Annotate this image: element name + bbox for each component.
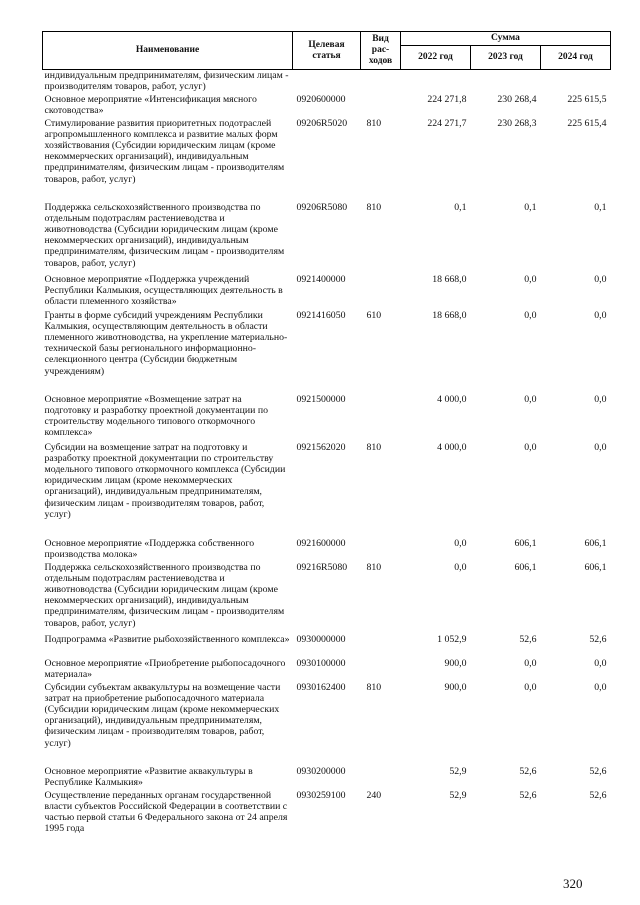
row-sum-2024: 225 615,5 xyxy=(567,93,607,105)
row-expense-type xyxy=(361,94,401,118)
row-sum-2023: 0,0 xyxy=(524,309,537,321)
table-row xyxy=(43,562,611,634)
row-sum-2024: 606,1 xyxy=(584,537,607,549)
row-name: Поддержка сельскохозяйственного производства по отдельным подотраслям растениеводства и животноводства (Субсидии юридическим лицам (кроме некоммерческих организаций), индивидуальным предпринимателям, физическим лицам - производителям товаров, работ, услуг) xyxy=(44,561,285,629)
row-name: Подпрограмма «Развитие рыбохозяйственного комплекса» xyxy=(44,633,290,645)
row-expense-type: 610 xyxy=(366,309,382,321)
row-expense-type xyxy=(361,658,401,682)
row-expense-type: 810 xyxy=(366,201,382,213)
row-sum-2022: 52,9 xyxy=(449,765,467,777)
row-sum-2023 xyxy=(471,70,541,94)
row-name: Поддержка сельскохозяйственного производства по отдельным подотраслям растениеводства и животноводства (Субсидии юридическим лицам (кроме некоммерческих организаций), индивидуальным предпринимателям, физическим лицам - производителям товаров, работ, услуг) xyxy=(44,201,285,269)
row-name: Основное мероприятие «Развитие аквакультуры в Республике Калмыкия» xyxy=(44,765,253,788)
row-sum-2022: 52,9 xyxy=(449,789,467,801)
row-target-article: 0930162400 xyxy=(296,681,346,693)
row-sum-2023: 606,1 xyxy=(514,537,537,549)
row-name: Осуществление переданных органам государственной власти субъектов Российской Федерации в соответствии с частью первой статьи 6 Федерального закона от 24 апреля 1995 года xyxy=(44,789,288,835)
table-row xyxy=(43,766,611,790)
row-sum-2023: 606,1 xyxy=(514,561,537,573)
page-number: 320 xyxy=(563,876,583,891)
row-name: Субсидии субъектам аквакультуры на возмещение части затрат на приобретение рыбопосадочного материала (Субсидии юридическим лицам (кроме некоммерческих организаций), индивидуальным предпринимателям, физическим лицам - производителям товаров, работ, услуг) xyxy=(44,681,281,749)
row-sum-2022: 18 668,0 xyxy=(432,273,467,285)
row-expense-type xyxy=(361,766,401,790)
row-target-article: 09206R5020 xyxy=(296,117,348,129)
row-sum-2022: 0,0 xyxy=(454,561,467,573)
budget-table-page xyxy=(42,31,610,850)
header-expense-type: Вид рас-ходов xyxy=(361,32,401,70)
row-expense-type xyxy=(361,634,401,658)
row-sum-2023: 0,0 xyxy=(524,657,537,669)
table-row xyxy=(43,274,611,310)
row-target-article: 09216R5080 xyxy=(296,561,348,573)
table-row xyxy=(43,70,611,94)
row-target-article: 0921500000 xyxy=(296,393,346,405)
table-row xyxy=(43,682,611,766)
row-sum-2024: 225 615,4 xyxy=(567,117,607,129)
row-target-article: 0921562020 xyxy=(296,441,346,453)
row-target-article xyxy=(293,70,361,94)
row-sum-2023: 0,0 xyxy=(524,273,537,285)
row-sum-2022: 18 668,0 xyxy=(432,309,467,321)
header-name: Наименование xyxy=(43,32,293,70)
row-sum-2024: 0,0 xyxy=(594,441,607,453)
header-target-article: Целевая статья xyxy=(293,32,361,70)
row-sum-2023: 230 268,4 xyxy=(497,93,537,105)
row-name: Субсидии на возмещение затрат на подготовку и разработку проектной документации по строительству модельного типового откормочного комплекса (Субсидии юридическим лицам (кроме некоммерческих организаций), индивидуальным предпринимателям, физическим лицам - производителям товаров, работ, услуг) xyxy=(44,441,286,520)
row-expense-type: 810 xyxy=(366,441,382,453)
row-expense-type: 810 xyxy=(366,561,382,573)
row-name: индивидуальным предпринимателям, физическим лицам - производителям товаров, работ, услуг) xyxy=(44,70,289,93)
table-row xyxy=(43,442,611,538)
header-year-2023: 2023 год xyxy=(471,46,541,70)
table-row xyxy=(43,202,611,274)
row-name: Основное мероприятие «Интенсификация мясного скотоводства» xyxy=(44,93,257,116)
row-target-article: 0921400000 xyxy=(296,273,346,285)
row-sum-2024: 0,0 xyxy=(594,393,607,405)
row-sum-2022: 1 052,9 xyxy=(437,633,467,645)
row-name: Основное мероприятие «Поддержка учреждений Республики Калмыкия, осуществляющих деятельность в области племенного хозяйства» xyxy=(44,273,283,307)
row-name: Основное мероприятие «Поддержка собственного производства молока» xyxy=(44,537,255,560)
row-name: Основное мероприятие «Возмещение затрат на подготовку и разработку проектной документации по строительству модельного типового откормочного комплекса» xyxy=(44,393,268,439)
row-sum-2022: 4 000,0 xyxy=(437,393,467,405)
row-target-article: 0921600000 xyxy=(296,537,346,549)
row-sum-2023: 0,0 xyxy=(524,393,537,405)
row-sum-2024: 0,1 xyxy=(594,201,607,213)
row-sum-2024: 52,6 xyxy=(589,789,607,801)
row-sum-2024: 52,6 xyxy=(589,765,607,777)
header-year-2022: 2022 год xyxy=(401,46,471,70)
row-sum-2024: 0,0 xyxy=(594,681,607,693)
row-sum-2023: 0,0 xyxy=(524,681,537,693)
table-row xyxy=(43,94,611,118)
row-target-article: 09206R5080 xyxy=(296,201,348,213)
row-sum-2023: 52,6 xyxy=(519,765,537,777)
row-sum-2024: 0,0 xyxy=(594,309,607,321)
budget-table xyxy=(42,31,611,850)
row-expense-type xyxy=(361,274,401,310)
row-sum-2024: 0,0 xyxy=(594,657,607,669)
row-sum-2022: 224 271,8 xyxy=(427,93,467,105)
row-expense-type: 810 xyxy=(366,681,382,693)
row-sum-2022: 0,0 xyxy=(454,537,467,549)
row-sum-2024: 52,6 xyxy=(589,633,607,645)
row-sum-2024: 0,0 xyxy=(594,273,607,285)
row-sum-2023: 0,0 xyxy=(524,441,537,453)
row-target-article: 0920600000 xyxy=(296,93,346,105)
table-row xyxy=(43,310,611,394)
header-sum: Сумма xyxy=(401,32,611,46)
row-target-article: 0921416050 xyxy=(296,309,346,321)
table-row xyxy=(43,634,611,658)
table-row xyxy=(43,394,611,442)
row-sum-2022 xyxy=(401,70,471,94)
row-name: Основное мероприятие «Приобретение рыбопосадочного материала» xyxy=(44,657,286,680)
row-sum-2024: 606,1 xyxy=(584,561,607,573)
row-sum-2023: 52,6 xyxy=(519,789,537,801)
row-target-article: 0930259100 xyxy=(296,789,346,801)
row-sum-2024 xyxy=(541,70,611,94)
row-sum-2023: 230 268,3 xyxy=(497,117,537,129)
row-expense-type xyxy=(361,70,401,94)
table-row xyxy=(43,118,611,202)
row-name: Гранты в форме субсидий учреждениям Республики Калмыкия, осуществляющим деятельность в области племенного животноводства, на укрепление материально-технической базы регионального информационно-селекционного центра (Субсидии бюджетным учреждениям) xyxy=(44,309,288,377)
row-sum-2022: 4 000,0 xyxy=(437,441,467,453)
row-sum-2023: 0,1 xyxy=(524,201,537,213)
row-expense-type: 810 xyxy=(366,117,382,129)
table-row xyxy=(43,790,611,850)
table-row xyxy=(43,658,611,682)
row-target-article: 0930200000 xyxy=(296,765,346,777)
row-expense-type: 240 xyxy=(366,789,382,801)
row-name: Стимулирование развития приоритетных подотраслей агропромышленного комплекса и развитие малых форм хозяйствования (Субсидии юридическим лицам (кроме некоммерческих организаций), индивидуальным предпринимателям, физическим лицам - производителям товаров, работ, услуг) xyxy=(44,117,285,185)
row-sum-2022: 224 271,7 xyxy=(427,117,467,129)
table-row xyxy=(43,538,611,562)
row-sum-2023: 52,6 xyxy=(519,633,537,645)
row-expense-type xyxy=(361,394,401,442)
row-expense-type xyxy=(361,538,401,562)
row-target-article: 0930000000 xyxy=(296,633,346,645)
header-year-2024: 2024 год xyxy=(541,46,611,70)
row-sum-2022: 900,0 xyxy=(444,681,467,693)
row-sum-2022: 900,0 xyxy=(444,657,467,669)
row-sum-2022: 0,1 xyxy=(454,201,467,213)
row-target-article: 0930100000 xyxy=(296,657,346,669)
